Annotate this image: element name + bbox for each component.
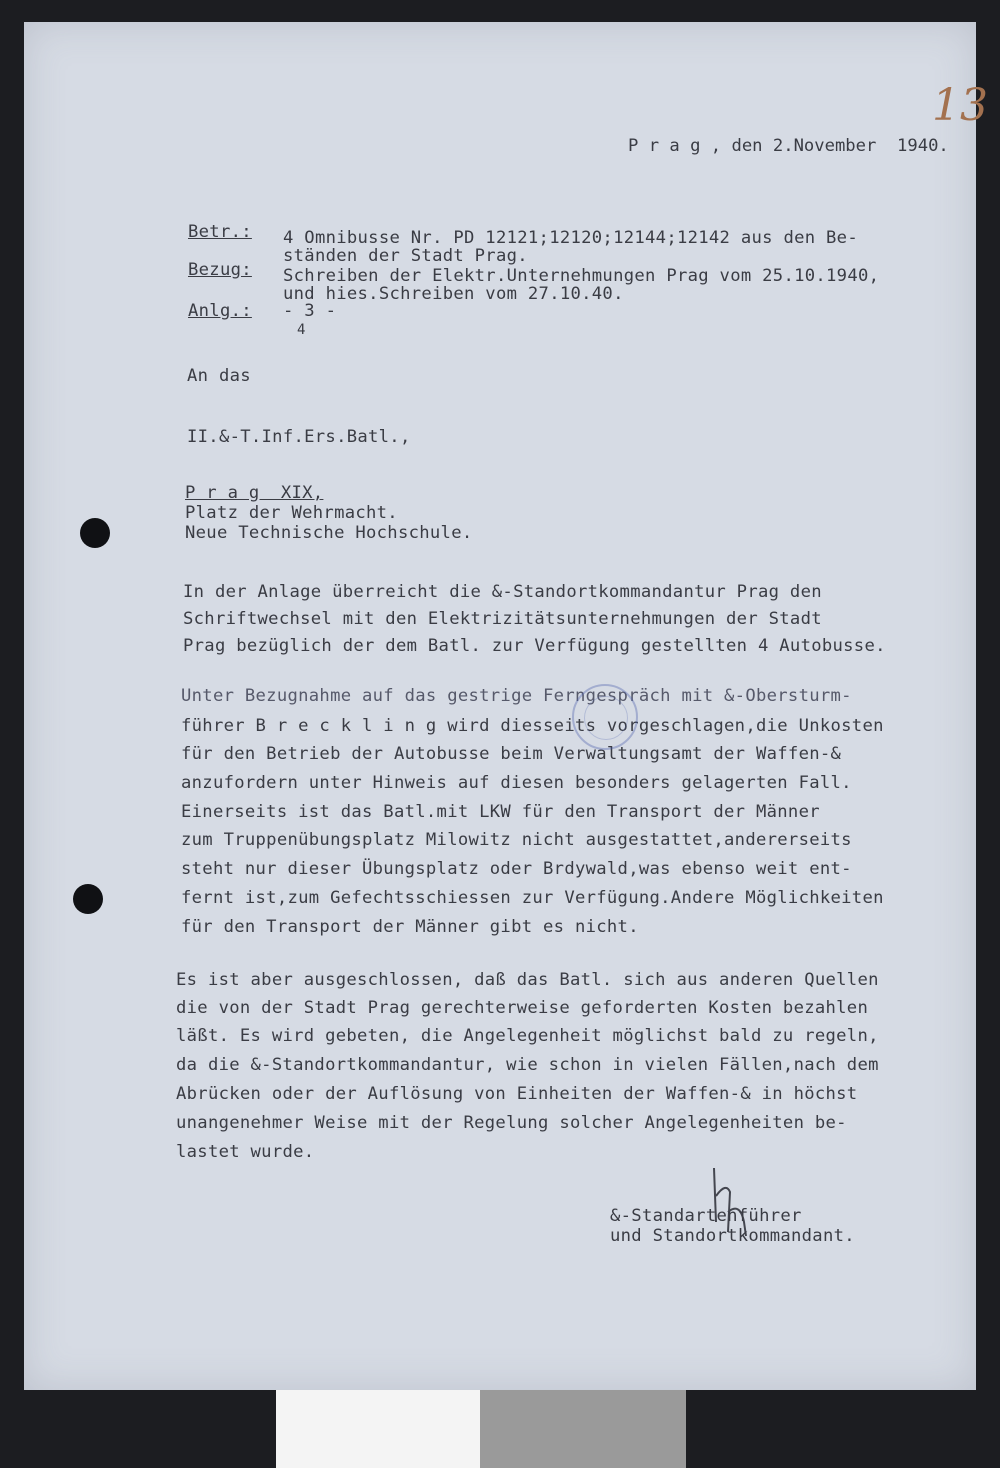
round-stamp [572,684,638,750]
body-p2-line-9: für den Transport der Männer gibt es nicht. [181,917,639,937]
body-p3-line-2: die von der Stadt Prag gerechterweise geforderten Kosten bezahlen [176,998,869,1018]
body-p3-line-6: unangenehmer Weise mit der Regelung solcher Angelegenheiten be- [176,1113,847,1133]
bezug-label: Bezug: [188,260,252,280]
anlg-value: - 3 - [283,301,337,321]
address-salutation: An das [187,366,251,386]
punch-hole-upper [80,518,110,548]
anlg-label: Anlg.: [188,301,252,321]
date-line: P r a g , den 2.November 1940. [628,136,949,156]
anlg-correction: 4 [297,322,306,338]
betr-label: Betr.: [188,222,252,242]
calibration-white-patch [276,1390,480,1468]
body-p3-line-7: lastet wurde. [176,1142,315,1162]
body-p1-line-3: Prag bezüglich der dem Batl. zur Verfügung gestellten 4 Autobusse. [183,636,886,656]
body-p2-line-6: zum Truppenübungsplatz Milowitz nicht ausgestattet,andererseits [181,830,852,850]
body-p2-line-4: anzufordern unter Hinweis auf diesen besonders gelagerten Fall. [181,773,852,793]
body-p2-line-5: Einerseits ist das Batl.mit LKW für den Transport der Männer [181,802,820,822]
body-p3-line-5: Abrücken oder der Auflösung von Einheiten der Waffen-& in höchst [176,1084,858,1104]
bezug-line-2: und hies.Schreiben vom 27.10.40. [283,284,624,304]
address-unit: II.&-T.Inf.Ers.Batl., [187,427,411,447]
body-p2-line-2: führer B r e c k l i n g wird diesseits vorgeschlagen,die Unkosten [181,716,884,736]
calibration-gray-patch [480,1390,686,1468]
body-p2-line-7: steht nur dieser Übungsplatz oder Brdywald,was ebenso weit ent- [181,859,852,879]
body-p2-line-3: für den Betrieb der Autobusse beim Verwaltungsamt der Waffen-& [181,744,842,764]
closing-title: &-Standartenführer [610,1206,802,1226]
address-building: Neue Technische Hochschule. [185,523,473,543]
closing-role: und Standortkommandant. [610,1226,855,1246]
body-p1-line-1: In der Anlage überreicht die &-Standortkommandantur Prag den [183,582,822,602]
bezug-line-1: Schreiben der Elektr.Unternehmungen Prag vom 25.10.1940, [283,266,880,286]
betr-line-2: ständen der Stadt Prag. [283,246,528,266]
body-p2-line-8: fernt ist,zum Gefechtsschiessen zur Verfügung.Andere Möglichkeiten [181,888,884,908]
body-p3-line-4: da die &-Standortkommandantur, wie schon in vielen Fällen,nach dem [176,1055,879,1075]
address-city: P r a g XIX, [185,483,324,503]
document-page [24,22,988,1390]
body-p2-line-1: Unter Bezugnahme auf das gestrige Ferngespräch mit &-Obersturm- [181,686,852,706]
betr-line-1: 4 Omnibusse Nr. PD 12121;12120;12144;12142 aus den Be- [283,228,858,248]
body-p3-line-1: Es ist aber ausgeschlossen, daß das Batl. sich aus anderen Quellen [176,970,879,990]
body-p3-line-3: läßt. Es wird gebeten, die Angelegenheit möglichst bald zu regeln, [176,1026,879,1046]
body-p1-line-2: Schriftwechsel mit den Elektrizitätsunternehmungen der Stadt [183,609,822,629]
handwritten-page-number: 13 [932,80,988,131]
address-street: Platz der Wehrmacht. [185,503,398,523]
punch-hole-lower [73,884,103,914]
